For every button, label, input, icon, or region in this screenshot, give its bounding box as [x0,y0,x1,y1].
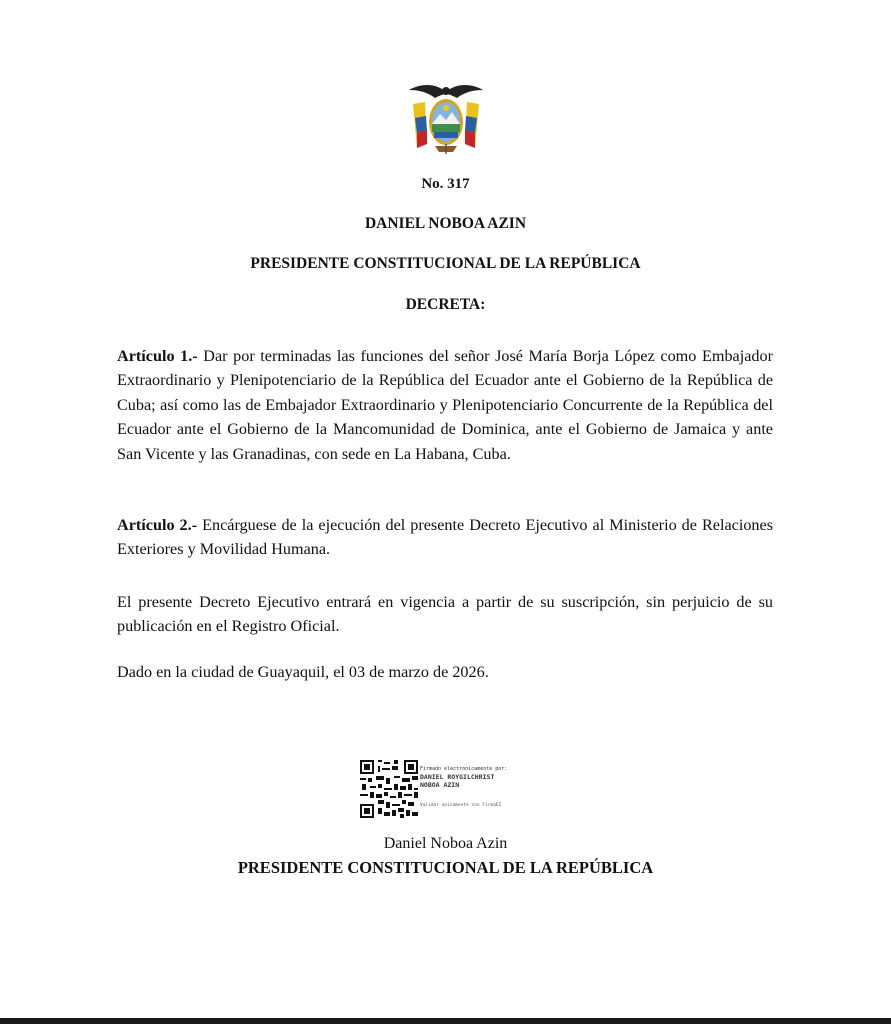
article-1 [117,344,773,466]
decreta-heading: DECRETA: [405,296,486,313]
stamp-name-line1: DANIEL ROYGILCHRIST [420,773,495,781]
qr-code-icon [360,760,418,818]
dado-paragraph: Dado en la ciudad de Guayaquil, el 03 de marzo de 2026. [117,663,489,681]
president-title-heading: PRESIDENTE CONSTITUCIONAL DE LA REPÚBLICA [250,255,641,272]
stamp-validate: Validar únicamente con FirmaEC [420,803,502,808]
electronic-signature-stamp [360,760,540,820]
article-1-text: Dar por terminadas las funciones del señor José María Borja López como Embajador Extraordinario y Plenipotenciario de la República del Ecuador ante el Gobierno de la República de Cuba; así como las de Embajador Extraordinario y Plenipotenciario Concurrente de la República del Ecuador ante el Gobierno de la Mancomunidad de Dominica, ante el Gobierno de Jamaica y ante San Vicente y las Granadinas, con sede en La Habana, Cuba. [117,347,773,463]
stamp-caption: Firmado electrónicamente por: [420,766,508,772]
bottom-edge-bar [0,1018,891,1024]
president-name-heading: DANIEL NOBOA AZIN [364,215,527,232]
vigencia-paragraph: El presente Decreto Ejecutivo entrará en vigencia a partir de su suscripción, sin perjuicio de su publicación en el Registro Oficial. [117,593,773,636]
article-1-label: Artículo 1.- [117,347,198,365]
signature-stamp-text [420,766,507,789]
coat-of-arms-icon [405,78,487,158]
article-2-text: Encárguese de la ejecución del presente Decreto Ejecutivo al Ministerio de Relaciones Exteriores y Movilidad Humana. [117,516,773,559]
decree-number: No. 317 [421,176,470,192]
signer-title: PRESIDENTE CONSTITUCIONAL DE LA REPÚBLICA [237,858,654,877]
article-2 [117,513,773,562]
signer-name: Daniel Noboa Azin [383,835,508,852]
article-2-label: Artículo 2.- [117,516,198,534]
stamp-name-line2: NOBOA AZIN [420,781,460,789]
